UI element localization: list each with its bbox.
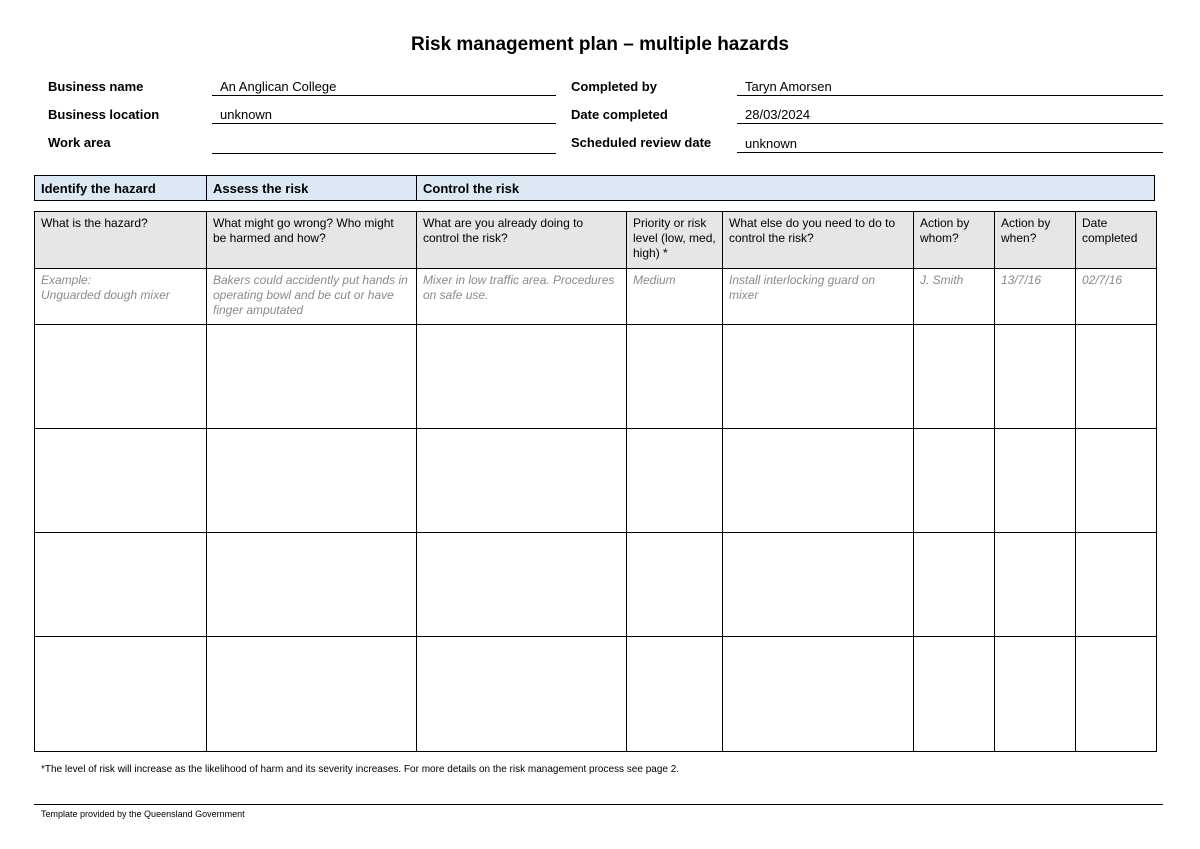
footer-divider <box>34 804 1163 805</box>
example-hazard: Example: Unguarded dough mixer <box>35 269 207 325</box>
table-row <box>35 533 1157 637</box>
table-row <box>35 637 1157 752</box>
example-by-whom: J. Smith <box>914 269 995 325</box>
column-header-row <box>35 212 1157 269</box>
table-cell[interactable] <box>995 637 1076 752</box>
table-cell[interactable] <box>914 637 995 752</box>
date-completed-field[interactable]: 28/03/2024 <box>737 107 1163 124</box>
col-hazard: What is the hazard? <box>35 212 207 269</box>
table-cell[interactable] <box>914 533 995 637</box>
col-risk-level: Priority or risk level (low, med, high) * <box>627 212 723 269</box>
risk-table <box>34 211 1157 752</box>
table-row <box>35 325 1157 429</box>
business-location-field[interactable]: unknown <box>212 107 556 124</box>
completed-by-field[interactable]: Taryn Amorsen <box>737 79 1163 96</box>
table-cell[interactable] <box>1076 637 1157 752</box>
table-cell[interactable] <box>627 325 723 429</box>
table-cell[interactable] <box>723 637 914 752</box>
table-cell[interactable] <box>35 533 207 637</box>
footer-credit: Template provided by the Queensland Government <box>41 809 245 819</box>
business-name-label: Business name <box>48 79 144 94</box>
example-row <box>35 269 1157 325</box>
review-date-label: Scheduled review date <box>571 135 712 150</box>
table-cell[interactable] <box>995 325 1076 429</box>
table-cell[interactable] <box>417 429 627 533</box>
table-cell[interactable] <box>1076 325 1157 429</box>
example-current-controls: Mixer in low traffic area. Procedures on safe use. <box>417 269 627 325</box>
table-cell[interactable] <box>627 637 723 752</box>
business-name-field[interactable]: An Anglican College <box>212 79 556 96</box>
table-cell[interactable] <box>723 533 914 637</box>
section-assess: Assess the risk <box>207 176 417 200</box>
table-cell[interactable] <box>417 637 627 752</box>
work-area-label: Work area <box>48 135 111 150</box>
section-control: Control the risk <box>423 181 520 196</box>
table-cell[interactable] <box>207 325 417 429</box>
table-cell[interactable] <box>417 533 627 637</box>
col-further-controls: What else do you need to do to control the risk? <box>723 212 914 269</box>
table-cell[interactable] <box>627 533 723 637</box>
table-cell[interactable] <box>723 325 914 429</box>
table-cell[interactable] <box>627 429 723 533</box>
review-date-field[interactable]: unknown <box>737 136 1163 153</box>
table-cell[interactable] <box>723 429 914 533</box>
col-current-controls: What are you already doing to control the risk? <box>417 212 627 269</box>
table-cell[interactable] <box>35 429 207 533</box>
table-cell[interactable] <box>914 325 995 429</box>
table-cell[interactable] <box>1076 429 1157 533</box>
col-what-might-go-wrong: What might go wrong? Who might be harmed and how? <box>207 212 417 269</box>
section-identify: Identify the hazard <box>35 176 207 200</box>
example-further-controls: Install interlocking guard on mixer <box>723 269 914 325</box>
table-cell[interactable] <box>207 429 417 533</box>
table-cell[interactable] <box>417 325 627 429</box>
table-row <box>35 429 1157 533</box>
table-cell[interactable] <box>207 533 417 637</box>
table-cell[interactable] <box>995 429 1076 533</box>
page-title: Risk management plan – multiple hazards <box>411 34 789 55</box>
date-completed-label: Date completed <box>571 107 668 122</box>
business-location-label: Business location <box>48 107 160 122</box>
work-area-field[interactable] <box>212 137 556 154</box>
table-cell[interactable] <box>35 325 207 429</box>
completed-by-label: Completed by <box>571 79 657 94</box>
section-header-bar <box>34 175 1155 201</box>
col-action-by-when: Action by when? <box>995 212 1076 269</box>
table-cell[interactable] <box>914 429 995 533</box>
example-harm: Bakers could accidently put hands in operating bowl and be cut or have finger amputated <box>207 269 417 325</box>
footnote: *The level of risk will increase as the likelihood of harm and its severity increases. For more details on the risk management process see page 2. <box>41 764 680 775</box>
table-cell[interactable] <box>995 533 1076 637</box>
example-risk-level: Medium <box>627 269 723 325</box>
table-cell[interactable] <box>35 637 207 752</box>
table-cell[interactable] <box>207 637 417 752</box>
col-action-by-whom: Action by whom? <box>914 212 995 269</box>
table-cell[interactable] <box>1076 533 1157 637</box>
col-date-completed: Date completed <box>1076 212 1157 269</box>
example-date-completed: 02/7/16 <box>1076 269 1157 325</box>
example-by-when: 13/7/16 <box>995 269 1076 325</box>
